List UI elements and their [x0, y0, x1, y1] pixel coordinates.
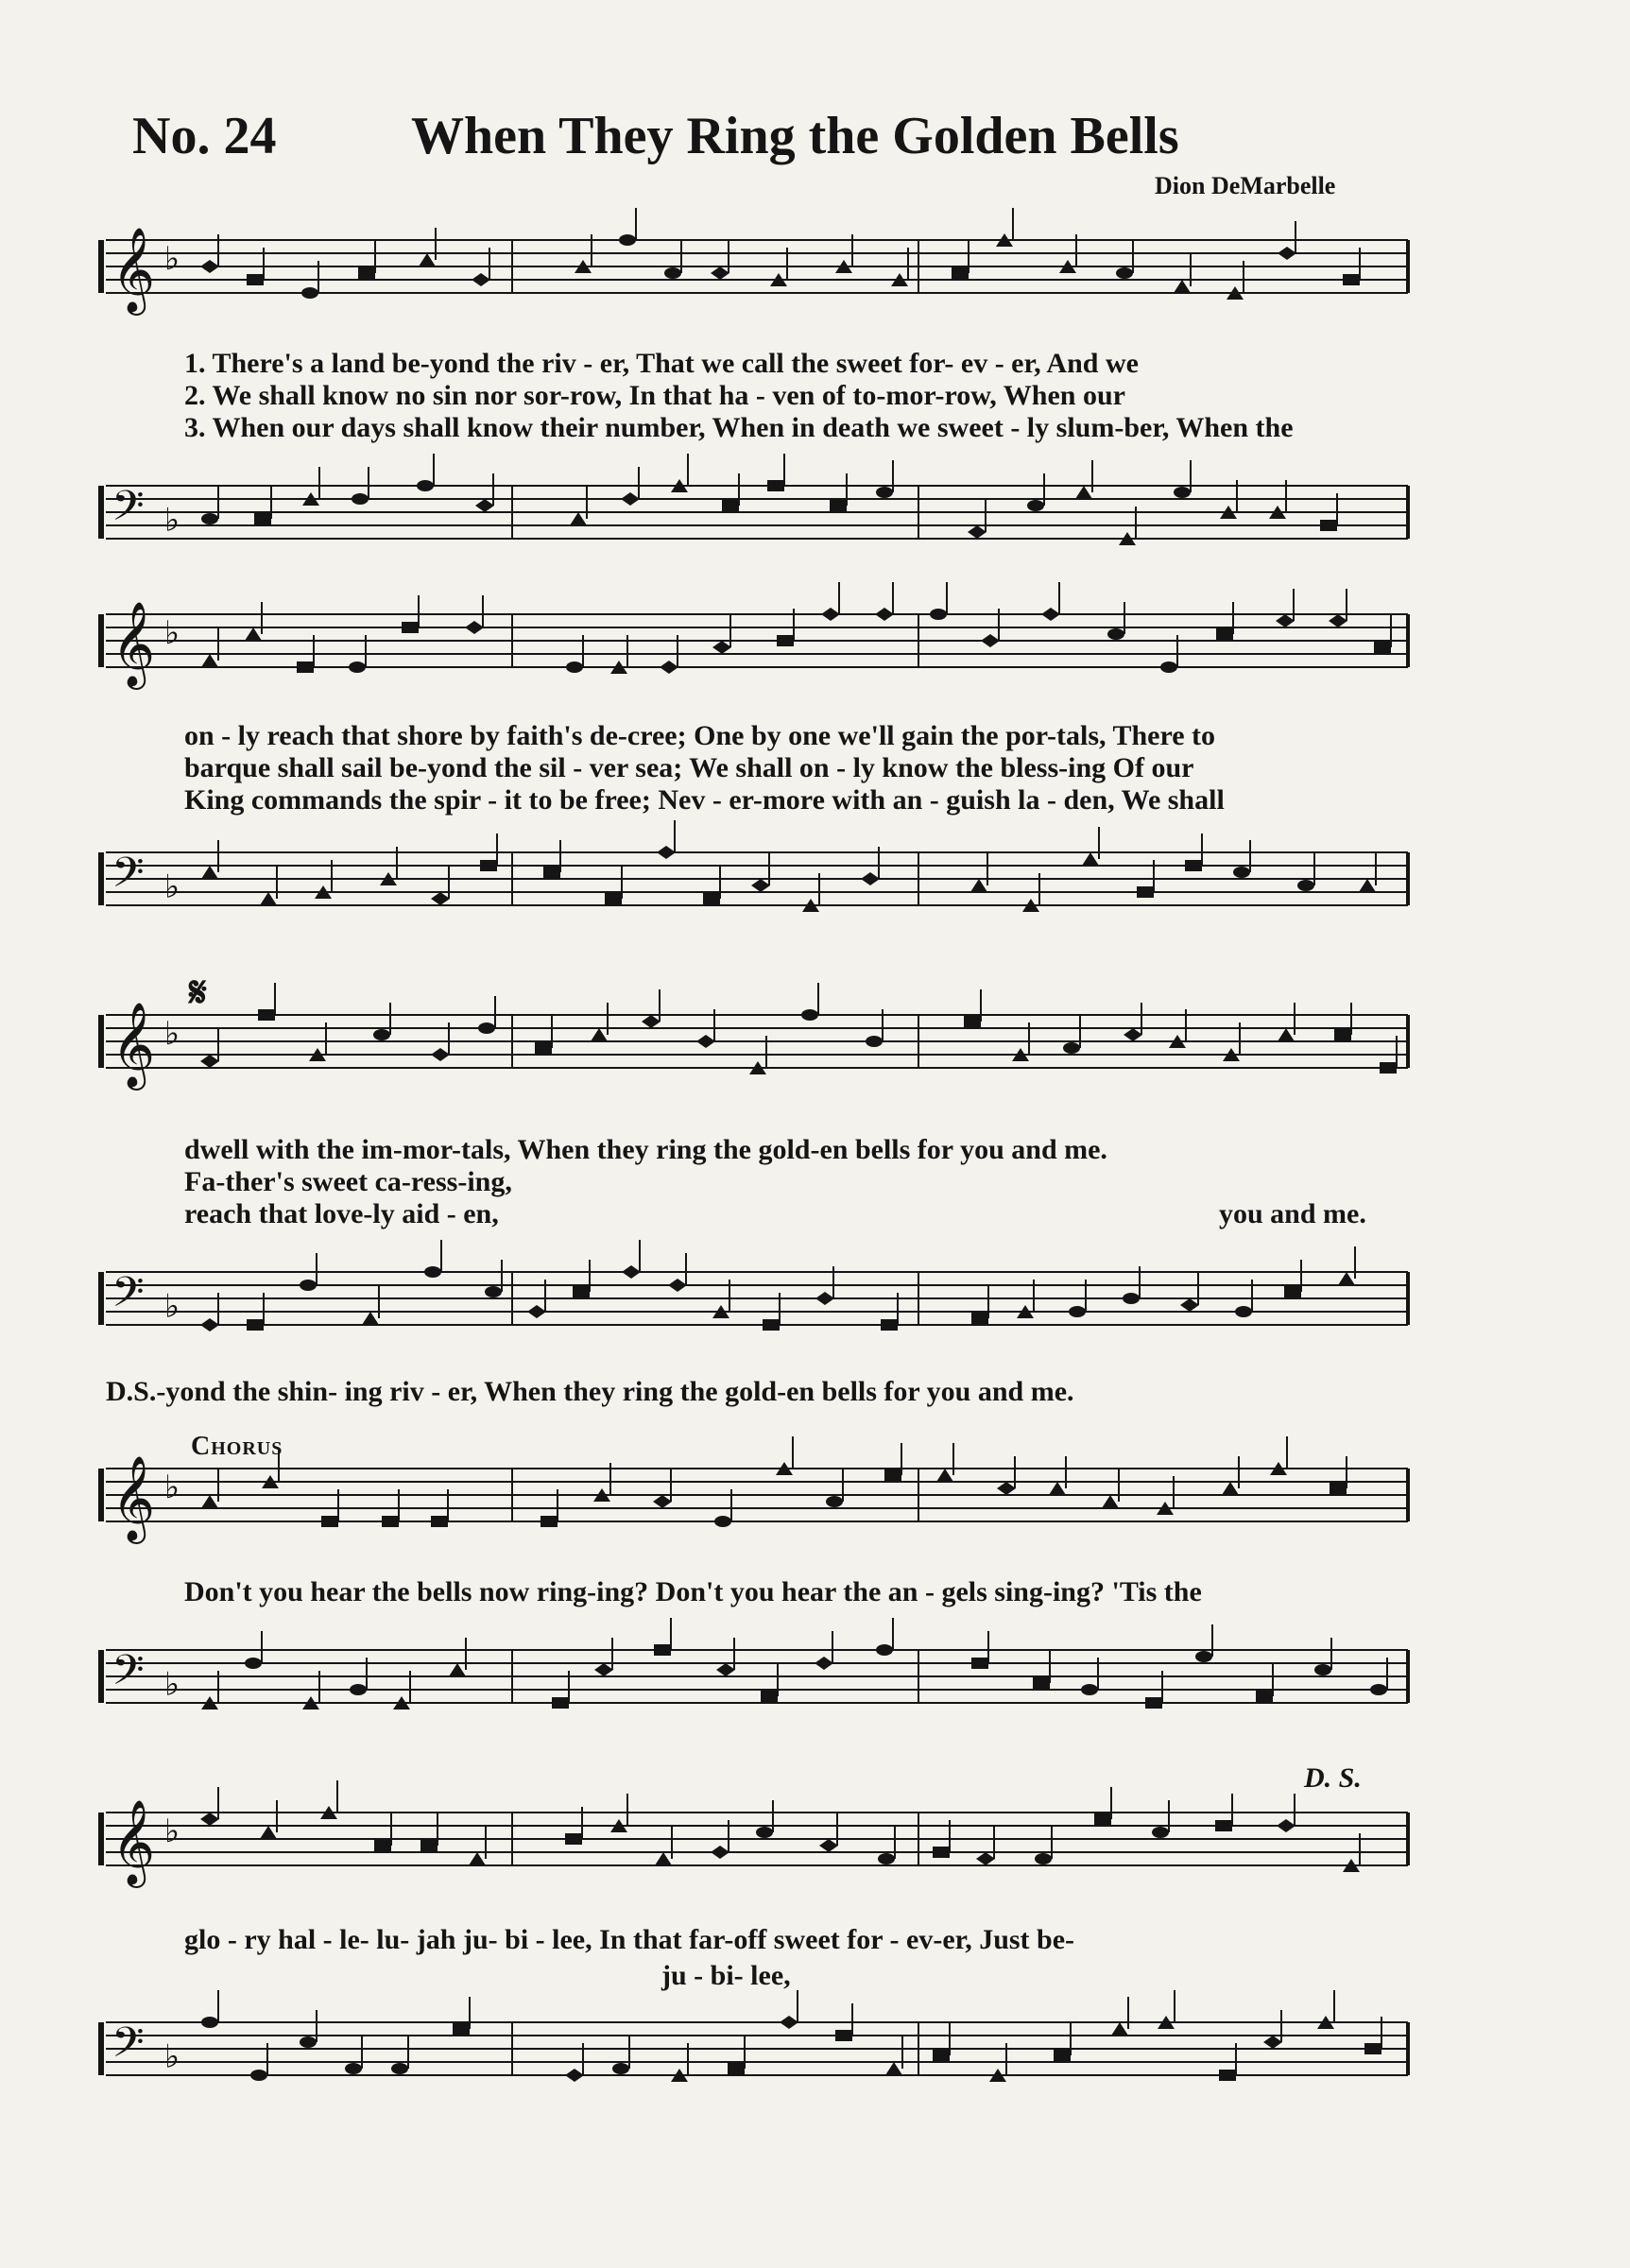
- note-head: [621, 492, 640, 506]
- ds-marking: D. S.: [1304, 1762, 1362, 1794]
- flat-key-signature-icon: ♭: [164, 1665, 180, 1704]
- note-head: [861, 872, 880, 885]
- bass-staff-2: [106, 839, 1408, 924]
- note-head: [703, 893, 720, 904]
- treble-staff-2: [106, 601, 1408, 686]
- note-head: [374, 1840, 391, 1851]
- note-head: [881, 1319, 898, 1331]
- note-head: [260, 892, 277, 905]
- staff-graphic: [106, 1002, 1408, 1087]
- note-head: [352, 493, 369, 505]
- note-head: [936, 1469, 953, 1482]
- note-head: [358, 267, 375, 279]
- note-head: [540, 1516, 558, 1527]
- note-head: [424, 1266, 441, 1278]
- note-head: [449, 1663, 466, 1676]
- note-head: [642, 1015, 661, 1028]
- note-head: [1107, 628, 1124, 640]
- note-head: [1049, 1482, 1066, 1495]
- treble-staff-3: [106, 1002, 1408, 1087]
- note-head: [1174, 487, 1191, 498]
- note-head: [930, 609, 947, 620]
- verse1-line3: dwell with the im-mor-tals, When they ring the gold-en bells for you and me.: [184, 1134, 1107, 1165]
- note-head: [612, 2063, 629, 2074]
- note-head: [821, 608, 840, 621]
- note-head: [819, 1839, 838, 1852]
- verse3-line3-end: you and me.: [1219, 1198, 1366, 1229]
- staff-graphic: [106, 601, 1408, 686]
- ds-lyric-line: D.S.-yond the shin- ing riv - er, When they ring the gold-en bells for you and me.: [106, 1376, 1074, 1407]
- note-head: [777, 635, 794, 646]
- note-head: [968, 525, 987, 539]
- note-head: [201, 654, 218, 667]
- note-head: [876, 487, 893, 498]
- note-head: [300, 2036, 317, 2048]
- note-head: [1102, 1495, 1119, 1508]
- note-head: [591, 1028, 608, 1041]
- note-head: [391, 2063, 408, 2074]
- note-head: [1041, 608, 1060, 621]
- note-head: [981, 634, 1000, 647]
- staff-graphic: [106, 1259, 1408, 1344]
- flat-key-signature-icon: ♭: [164, 2037, 180, 2076]
- note-head: [657, 846, 676, 859]
- note-head: [1082, 852, 1099, 866]
- note-head: [622, 1265, 641, 1279]
- note-head: [1277, 1819, 1295, 1832]
- note-head: [1380, 1062, 1397, 1074]
- bass-staff-1: [106, 472, 1408, 558]
- treble-staff-5: [106, 1799, 1408, 1884]
- bass-staff-4: [106, 1637, 1408, 1722]
- staff-graphic: [106, 1799, 1408, 1884]
- note-head: [1174, 280, 1191, 293]
- note-head: [247, 274, 264, 285]
- note-head: [756, 1827, 773, 1838]
- treble-staff-4: [106, 1455, 1408, 1540]
- verse3-line1: 3. When our days shall know their number, When in death we sweet - ly slum-ber, When the: [184, 412, 1294, 443]
- note-head: [1256, 1691, 1273, 1702]
- flat-key-signature-icon: ♭: [164, 1468, 180, 1506]
- note-head: [997, 1482, 1016, 1495]
- note-head: [1180, 1298, 1199, 1312]
- note-head: [258, 1009, 275, 1021]
- treble-clef-icon: 𝄞: [112, 1799, 156, 1885]
- flat-key-signature-icon: ♭: [164, 868, 180, 906]
- note-head: [767, 480, 784, 491]
- note-head: [1334, 1029, 1351, 1040]
- note-head: [200, 1318, 219, 1332]
- note-head: [761, 1691, 778, 1702]
- note-head: [1284, 1286, 1301, 1297]
- note-head: [835, 2030, 852, 2041]
- note-head: [712, 641, 731, 654]
- note-head: [475, 499, 494, 512]
- note-head: [1330, 1483, 1347, 1494]
- note-head: [619, 234, 636, 246]
- note-head: [402, 622, 419, 633]
- note-head: [952, 267, 969, 279]
- treble-clef-icon: 𝄞: [112, 601, 156, 687]
- note-head: [247, 1319, 264, 1331]
- note-head: [565, 1833, 582, 1845]
- note-head: [933, 2050, 950, 2061]
- bass-clef-icon: 𝄢: [112, 1644, 145, 1705]
- note-head: [200, 1813, 219, 1826]
- note-head: [417, 480, 434, 491]
- note-head: [1233, 867, 1250, 878]
- note-head: [1033, 1677, 1050, 1689]
- flat-key-signature-icon: ♭: [164, 613, 180, 652]
- note-head: [1216, 628, 1233, 640]
- treble-clef-icon: 𝄞: [112, 227, 156, 313]
- note-head: [469, 1852, 486, 1865]
- note-head: [933, 1847, 950, 1858]
- flat-key-signature-icon: ♭: [164, 239, 180, 278]
- note-head: [570, 512, 587, 525]
- note-head: [1075, 486, 1092, 499]
- note-head: [200, 1055, 219, 1068]
- note-head: [711, 1846, 729, 1859]
- note-head: [1343, 274, 1360, 285]
- note-head: [1111, 2022, 1128, 2036]
- bass-clef-icon: 𝄢: [112, 847, 145, 907]
- note-head: [1152, 1827, 1169, 1838]
- note-head: [664, 267, 681, 279]
- note-head: [1297, 880, 1314, 891]
- staff-graphic: [106, 839, 1408, 924]
- note-head: [815, 1657, 833, 1670]
- note-head: [543, 867, 560, 878]
- flat-key-signature-icon: ♭: [164, 1287, 180, 1326]
- note-head: [711, 266, 729, 280]
- note-head: [1054, 2050, 1071, 2061]
- note-head: [453, 2023, 470, 2035]
- verse2-line3: Fa-ther's sweet ca-ress-ing,: [184, 1166, 512, 1197]
- hymn-number: No. 24: [132, 107, 277, 165]
- note-head: [201, 513, 218, 524]
- note-head: [653, 1495, 672, 1508]
- verse3-line3: reach that love-ly aid - en,: [184, 1198, 499, 1229]
- note-head: [1278, 1028, 1295, 1041]
- note-head: [605, 893, 622, 904]
- note-head: [876, 1644, 893, 1656]
- note-head: [1320, 520, 1337, 531]
- note-head: [1069, 1306, 1086, 1317]
- bass-clef-icon: 𝄢: [112, 1266, 145, 1327]
- hymn-title: When They Ring the Golden Bells: [411, 107, 1179, 165]
- treble-clef-icon: 𝄞: [112, 1002, 156, 1088]
- note-head: [885, 2062, 902, 2075]
- note-head: [830, 500, 847, 511]
- note-head: [1145, 1697, 1162, 1709]
- note-head: [250, 2070, 267, 2081]
- note-head: [1195, 1651, 1212, 1662]
- note-head: [431, 1516, 448, 1527]
- note-head: [1278, 247, 1296, 260]
- note-head: [485, 1286, 502, 1297]
- note-head: [1063, 1042, 1080, 1054]
- flat-key-signature-icon: ♭: [164, 1812, 180, 1850]
- note-head: [478, 1022, 495, 1034]
- verse2-line1: 2. We shall know no sin nor sor-row, In that ha - ven of to-mor-row, When our: [184, 380, 1125, 411]
- note-head: [1137, 886, 1154, 898]
- composer-credit: Dion DeMarbelle: [1155, 172, 1336, 199]
- note-head: [654, 1644, 671, 1656]
- note-head: [472, 273, 490, 286]
- note-head: [480, 860, 497, 871]
- note-head: [420, 1840, 438, 1851]
- verse1-line1: 1. There's a land be-yond the riv - er, That we call the sweet for- ev - er, And we: [184, 348, 1139, 379]
- note-head: [245, 1658, 262, 1669]
- note-head: [751, 879, 770, 892]
- note-head: [200, 260, 219, 273]
- note-head: [301, 287, 318, 299]
- segno-sign: 𝄋: [189, 970, 207, 1016]
- note-head: [431, 1048, 450, 1061]
- note-head: [971, 1313, 988, 1324]
- note-head: [866, 1036, 883, 1047]
- note-head: [815, 1292, 834, 1305]
- note-head: [419, 253, 436, 266]
- note-head: [1219, 2070, 1236, 2081]
- bass-clef-icon: 𝄢: [112, 480, 145, 541]
- note-head: [1338, 1272, 1355, 1285]
- note-head: [350, 1684, 367, 1695]
- note-head: [728, 2063, 745, 2074]
- treble-staff-1: [106, 227, 1408, 312]
- treble-clef-icon: 𝄞: [112, 1455, 156, 1541]
- note-head: [801, 1009, 818, 1021]
- note-head: [660, 661, 678, 674]
- note-head: [1116, 267, 1133, 279]
- note-head: [201, 2017, 218, 2028]
- note-head: [696, 1035, 715, 1048]
- verse2-line2: barque shall sail be-yond the sil - ver sea; We shall on - ly know the bless-ing Of our: [184, 752, 1194, 783]
- chorus-label: Chorus: [191, 1432, 283, 1461]
- note-head: [971, 1658, 988, 1669]
- staff-graphic: [106, 472, 1408, 558]
- note-head: [245, 627, 262, 641]
- staff-graphic: [106, 2009, 1408, 2094]
- note-head: [1160, 662, 1177, 673]
- note-head: [321, 1516, 338, 1527]
- note-head: [1314, 1664, 1331, 1675]
- note-head: [1370, 1684, 1387, 1695]
- note-head: [382, 1516, 399, 1527]
- note-head: [1235, 1306, 1252, 1317]
- note-head: [552, 1697, 569, 1709]
- note-head: [1185, 860, 1202, 871]
- staff-graphic: [106, 1455, 1408, 1540]
- note-head: [373, 1029, 390, 1040]
- verse3-line2: King commands the spir - it to be free; Nev - er-more with an - guish la - den, We shall: [184, 784, 1225, 816]
- flat-key-signature-icon: ♭: [164, 1014, 180, 1053]
- note-head: [1215, 1820, 1232, 1831]
- note-head: [1123, 1293, 1140, 1304]
- note-head: [826, 1496, 843, 1507]
- note-head: [875, 608, 894, 621]
- note-head: [1329, 614, 1347, 627]
- chorus-lyric-line2: glo - ry hal - le- lu- jah ju- bi - lee, In that far-off sweet for - ev-er, Just be-: [184, 1924, 1075, 1955]
- note-head: [1035, 1853, 1052, 1864]
- note-head: [535, 1042, 552, 1054]
- bass-clef-icon: 𝄢: [112, 2017, 145, 2077]
- note-head: [300, 1280, 317, 1291]
- note-head: [573, 1286, 590, 1297]
- staff-graphic: [106, 1637, 1408, 1722]
- flat-key-signature-icon: ♭: [164, 501, 180, 540]
- note-head: [1081, 1684, 1098, 1695]
- note-head: [349, 662, 366, 673]
- bass-staff-3: [106, 1259, 1408, 1344]
- note-head: [714, 1516, 731, 1527]
- note-head: [1222, 1482, 1239, 1495]
- note-head: [878, 1853, 895, 1864]
- staff-graphic: [106, 227, 1408, 312]
- note-head: [260, 1826, 277, 1839]
- note-head: [1124, 1028, 1142, 1041]
- note-head: [1359, 879, 1376, 892]
- note-head: [668, 1279, 687, 1292]
- chorus-lyric-line2-below: ju - bi- lee,: [661, 1960, 791, 1991]
- note-head: [976, 1852, 995, 1865]
- chorus-lyric-line1: Don't you hear the bells now ring-ing? Don't you hear the an - gels sing-ing? 'Tis the: [184, 1576, 1202, 1607]
- note-head: [565, 2069, 584, 2082]
- note-head: [780, 2016, 798, 2029]
- note-head: [1364, 2043, 1381, 2054]
- note-head: [655, 1852, 672, 1865]
- note-head: [431, 892, 450, 905]
- bass-staff-5: [106, 2009, 1408, 2094]
- note-head: [566, 662, 583, 673]
- note-head: [722, 500, 739, 511]
- verse1-line2: on - ly reach that shore by faith's de-cree; One by one we'll gain the por-tals, There to: [184, 720, 1216, 751]
- note-head: [763, 1319, 780, 1331]
- note-head: [1374, 642, 1391, 653]
- note-head: [297, 662, 314, 673]
- note-head: [884, 1469, 901, 1481]
- note-head: [362, 1312, 379, 1325]
- note-head: [594, 1663, 613, 1676]
- note-head: [465, 621, 484, 634]
- note-head: [1276, 614, 1295, 627]
- note-head: [970, 879, 987, 892]
- note-head: [345, 2063, 362, 2074]
- note-head: [1094, 1813, 1111, 1825]
- note-head: [1263, 2036, 1282, 2049]
- note-head: [964, 1016, 981, 1027]
- note-head: [527, 1305, 546, 1318]
- note-head: [716, 1663, 735, 1676]
- note-head: [201, 866, 218, 879]
- note-head: [254, 513, 271, 524]
- note-head: [201, 1495, 218, 1508]
- note-head: [1027, 500, 1044, 511]
